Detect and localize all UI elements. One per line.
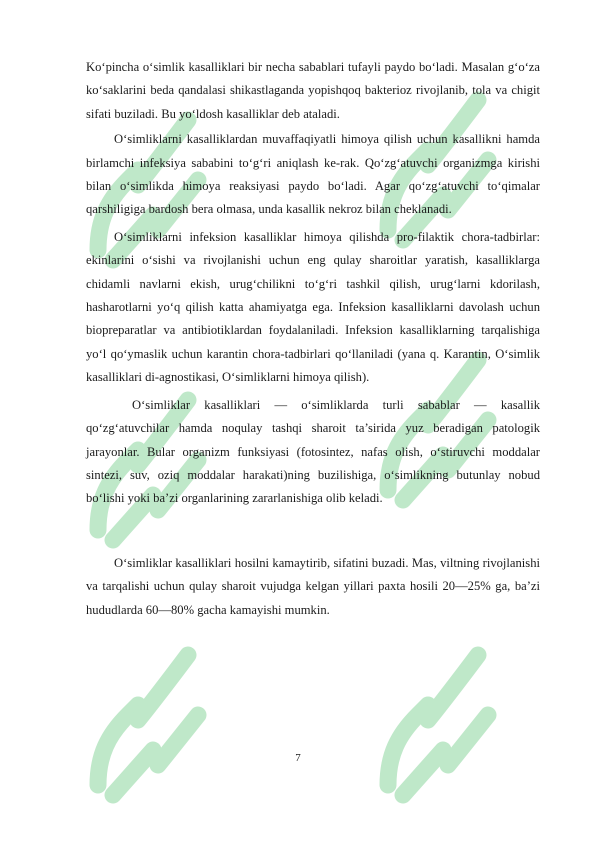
page-number: 7 bbox=[295, 752, 301, 764]
paragraph-3: O‘simliklarni infeksion kasalliklar himoya qilishda pro-filaktik chora-tadbirlar: ekinlarini o‘sishi va rivojlanishi uchun eng qulay sharoitlar yaratish, kasalliklarga chidamli navlarni ekish, urug‘chilikni to‘g‘ri tashkil qilish, urug‘larni kdorilash, hasharotlarni yo‘q qilish katta ahamiyatga ega. Infeksion kasalliklarni davolash uchun biopreparatlar va antibiotiklardan foydalaniladi. Infeksion kasalliklarning tarqalishiga yo‘l qo‘ymaslik uchun karantin chora-tadbirlari qo‘llaniladi (yana q. Karantin, O‘simlik kasalliklari di-agnostikasi, O‘simliklarni himoya qilish). bbox=[86, 229, 540, 385]
paragraph-4: O‘simliklar kasalliklari — o‘simliklarda turli sabablar — kasallik qo‘zg‘atuvchilar hamda noqulay tashqi sharoit ta’sirida yuz beradigan patologik jarayonlar. Bular organizm funksiyasi (fotosintez, nafas olish, o‘stiruvchi moddalar sintezi, suv, oziq moddalar harakati)ning buzilishiga, o‘simlikning butunlay nobud bo‘lishi yoki ba’zi organlarining zararlanishiga olib keladi. bbox=[86, 397, 540, 506]
paragraph-1: Ko‘pincha o‘simlik kasalliklari bir necha sabablari tufayli paydo bo‘ladi. Masalan g‘o‘za ko‘saklarini beda qandalasi shikastlaganda yopishqoq bakterioz rivojlanib, tola va chigit sifati buziladi. Bu yo‘ldosh kasalliklar deb ataladi. bbox=[86, 60, 540, 121]
paragraph-2: O‘simliklarni kasalliklardan muvaffaqiyatli himoya qilish uchun kasallikni hamda birlamchi infeksiya sababini to‘g‘ri aniqlash ke-rak. Qo‘zg‘atuvchi organizmga kirishi bilan o‘simlikda himoya reaksiyasi paydo bo‘ladi. Agar qo‘zg‘atuvchi to‘qimalar qarshiligiga bardosh bera olmasa, unda kasallik nekroz bilan cheklanadi. bbox=[86, 132, 540, 217]
watermark-logo bbox=[78, 605, 218, 805]
paragraph-5: O‘simliklar kasalliklari hosilni kamaytirib, sifatini buzadi. Mas, viltning rivojlanishi va tarqalishi uchun qulay sharoit vujudga kelgan yillari paxta hosili 20—25% ga, ba’zi hududlarda 60—80% gacha kamayishi mumkin. bbox=[86, 555, 540, 617]
body-text bbox=[86, 56, 540, 622]
watermark-logo bbox=[368, 605, 508, 805]
